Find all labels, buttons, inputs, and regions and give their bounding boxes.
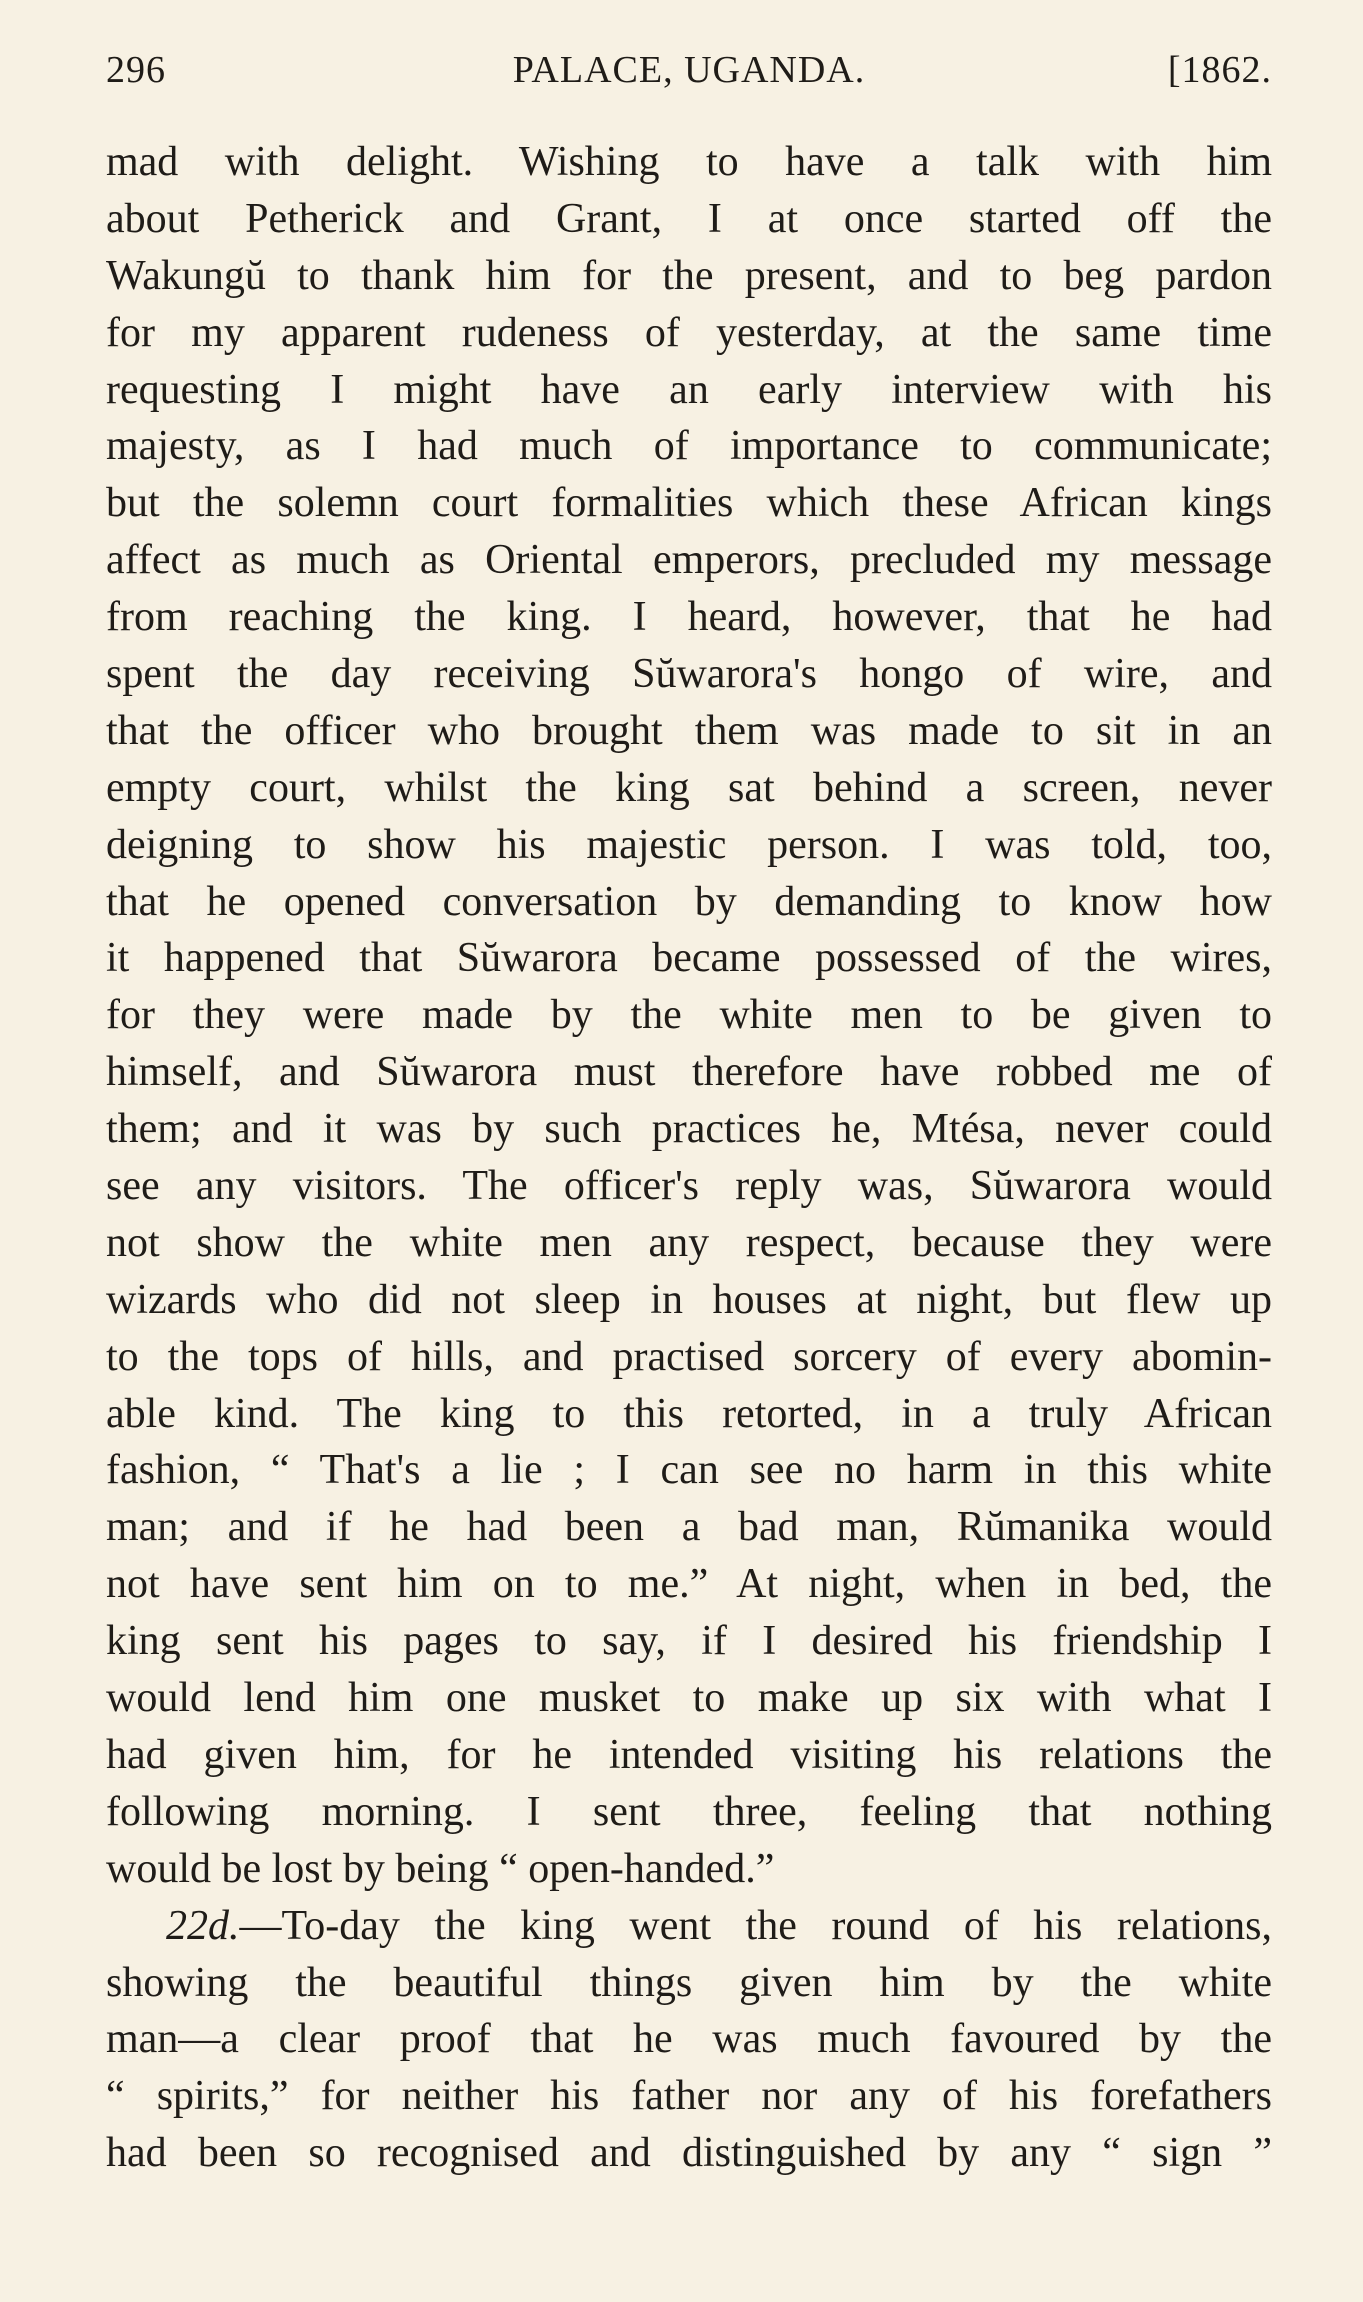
text-line: mad with delight. Wishing to have a talk with him (106, 139, 1272, 185)
text-line: affect as much as Oriental emperors, precluded my message (106, 537, 1272, 584)
text-line: for they were made by the white men to be given to (106, 992, 1272, 1039)
text-line: man—a clear proof that he was much favoured by the (106, 2016, 1272, 2063)
text-line: fashion, “ That's a lie ; I can see no harm in this white (106, 1447, 1272, 1494)
text-line: them; and it was by such practices he, Mtésa, never could (106, 1106, 1272, 1153)
text-line: empty court, whilst the king sat behind a screen, never (106, 764, 1272, 811)
text-line: but the solemn court formalities which these African kings (106, 480, 1272, 527)
text-line: not have sent him on to me.” At night, when in bed, the (106, 1561, 1272, 1608)
text-line: not show the white men any respect, because they were (106, 1219, 1272, 1266)
text-line: would be lost by being “ open-handed.” (106, 1845, 775, 1892)
text-line: had given him, for he intended visiting his relations the (106, 1731, 1272, 1778)
text-line: see any visitors. The officer's reply was, Sŭwarora would (106, 1163, 1272, 1210)
paragraph-opening-text: —To-day the king went the round of his relations, (239, 1902, 1272, 1949)
text-line: able kind. The king to this retorted, in a truly African (106, 1390, 1272, 1437)
running-head (106, 48, 1272, 108)
text-line: majesty, as I had much of importance to communicate; (106, 423, 1272, 470)
body-text (106, 134, 1272, 2182)
text-line: wizards who did not sleep in houses at night, but flew up (106, 1276, 1272, 1323)
text-line: had been so recognised and distinguished by any “ sign ” (106, 2130, 1272, 2177)
year-mark: [1862. (1167, 49, 1272, 91)
text-line: king sent his pages to say, if I desired his friendship I (106, 1618, 1272, 1665)
text-line: for my apparent rudeness of yesterday, at the same time (106, 309, 1272, 356)
text-line: himself, and Sŭwarora must therefore have robbed me of (106, 1049, 1272, 1096)
text-line: requesting I might have an early interview with his (106, 366, 1272, 413)
text-line: Wakungŭ to thank him for the present, and to beg pardon (106, 252, 1272, 299)
text-line: following morning. I sent three, feeling that nothing (106, 1788, 1272, 1835)
text-line: that the officer who brought them was made to sit in an (106, 707, 1272, 754)
text-line: that he opened conversation by demanding to know how (106, 878, 1272, 925)
text-line: about Petherick and Grant, I at once started off the (106, 195, 1272, 242)
text-line: to the tops of hills, and practised sorcery of every abomin- (106, 1333, 1272, 1380)
text-line: showing the beautiful things given him by the white (106, 1959, 1272, 2006)
text-line: deigning to show his majestic person. I was told, too, (106, 821, 1272, 868)
text-line: it happened that Sŭwarora became possessed of the wires, (106, 935, 1272, 982)
page-number: 296 (106, 49, 166, 91)
running-title: PALACE, UGANDA. (512, 49, 866, 91)
text-line: from reaching the king. I heard, however, that he had (106, 594, 1272, 641)
text-line: man; and if he had been a bad man, Rŭmanika would (106, 1504, 1272, 1551)
text-line: “ spirits,” for neither his father nor any of his forefathers (106, 2073, 1272, 2120)
date-heading: 22d. (166, 1902, 240, 1949)
paragraph-opening-line (106, 1898, 1272, 1955)
text-line: would lend him one musket to make up six with what I (106, 1675, 1272, 1722)
text-line: spent the day receiving Sŭwarora's hongo of wire, and (106, 651, 1272, 698)
